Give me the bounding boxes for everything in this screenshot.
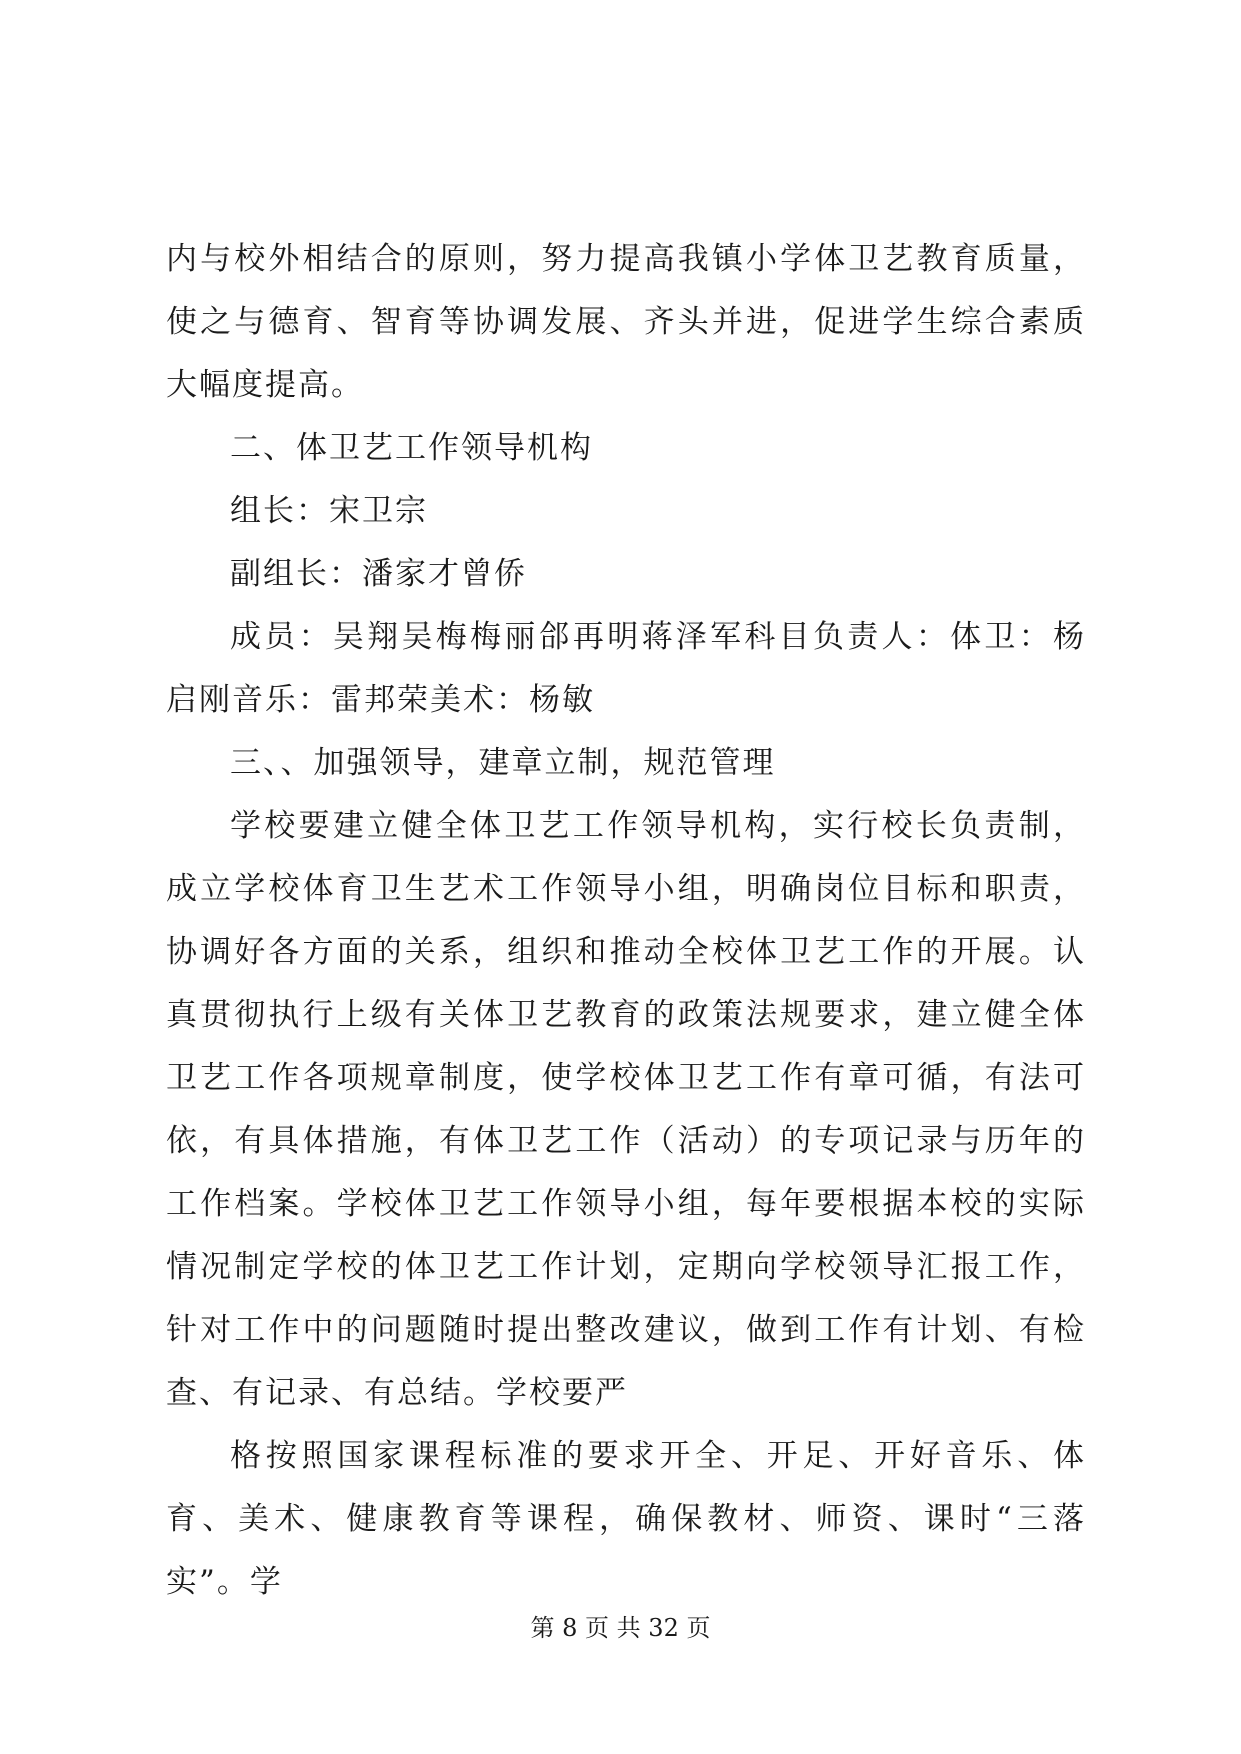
heading-leadership-structure: 二、体卫艺工作领导机构 <box>230 430 593 466</box>
team-leader-line: 组长：宋卫宗 <box>230 493 428 529</box>
paragraph-continuation: 内与校外相结合的原则，努力提高我镇小学体卫艺教育质量，使之与德育、智育等协调发展、齐头并进，促进学生综合素质大幅度提高。 <box>166 241 1086 403</box>
members-line: 成员：吴翔吴梅梅丽郃再明蒋泽军科目负责人：体卫：杨启刚音乐：雷邦荣美术：杨敏 <box>166 619 1086 718</box>
page-number-footer: 第 8 页 共 32 页 <box>530 1614 711 1642</box>
paragraph-leadership-details: 学校要建立健全体卫艺工作领导机构，实行校长负责制，成立学校体育卫生艺术工作领导小组，明确岗位目标和职责，协调好各方面的关系，组织和推动全校体卫艺工作的开展。认真贯彻执行上级有关体卫艺教育的政策法规要求，建立健全体卫艺工作各项规章制度，使学校体卫艺工作有章可循，有法可依，有具体措施，有体卫艺工作（活动）的专项记录与历年的工作档案。学校体卫艺工作领导小组，每年要根据本校的实际情况制定学校的体卫艺工作计划，定期向学校领导汇报工作，针对工作中的问题随时提出整改建议，做到工作有计划、有检查、有记录、有总结。学校要严 <box>166 808 1086 1411</box>
paragraph-curriculum: 格按照国家课程标准的要求开全、开足、开好音乐、体育、美术、健康教育等课程，确保教材、师资、课时“三落实”。学 <box>166 1438 1086 1600</box>
document-body <box>166 228 1086 1614</box>
deputy-leader-line: 副组长：潘家才曾侨 <box>230 556 527 592</box>
heading-strengthen-leadership: 三、、加强领导，建章立制，规范管理 <box>230 745 776 781</box>
